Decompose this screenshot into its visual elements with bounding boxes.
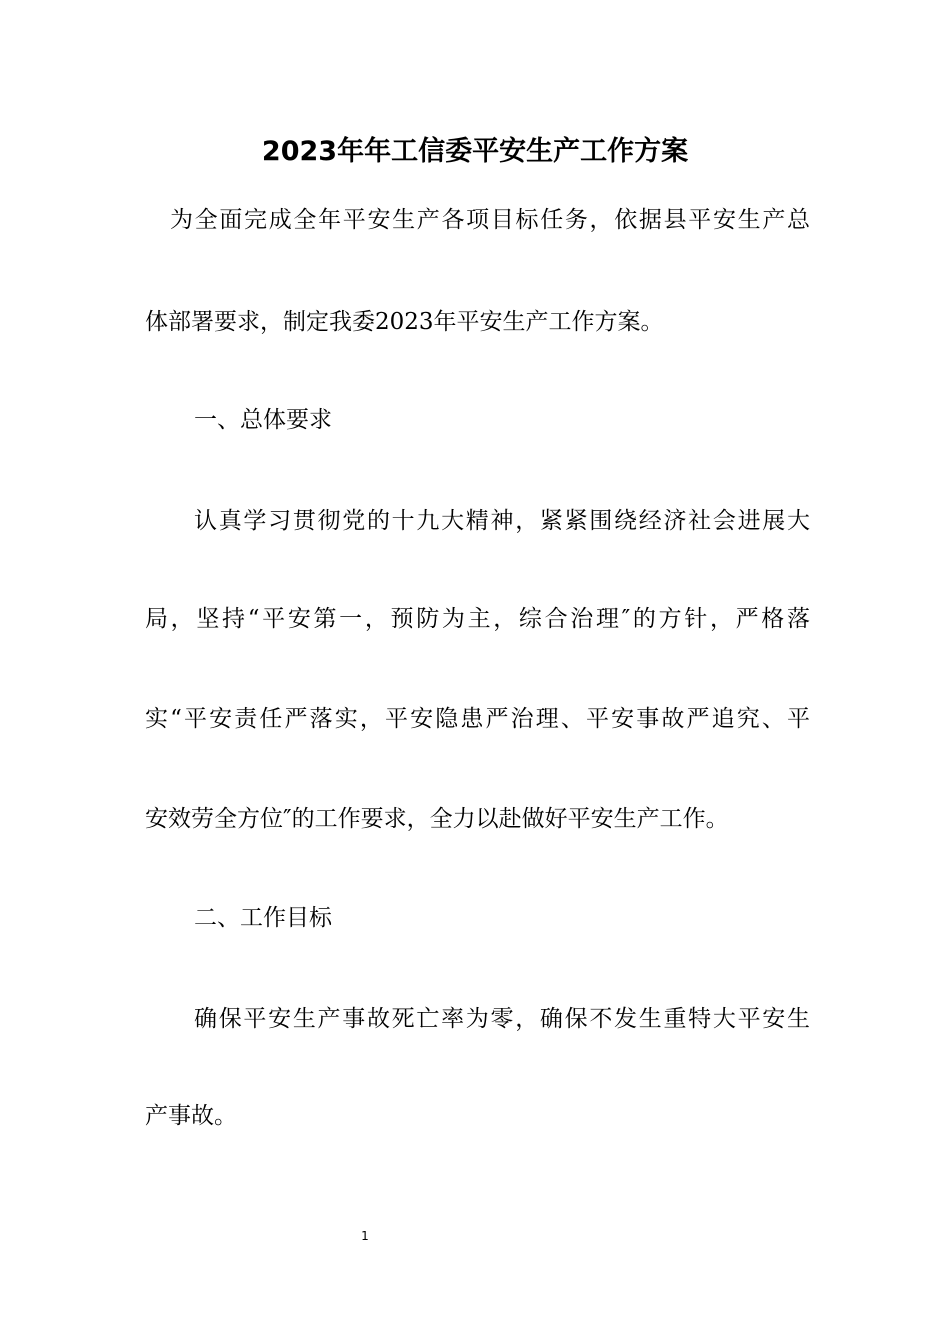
paragraph-1-line-1: 为全面完成全年平安生产各项目标任务，依据县平安生产总 xyxy=(170,207,810,233)
paragraph-2-line-3: 实“平安责任严落实，平安隐患严治理、平安事故严追究、平 xyxy=(145,706,810,732)
paragraph-2-line-1: 认真学习贯彻党的十九大精神，紧紧围绕经济社会进展大 xyxy=(194,508,810,534)
section-heading-work-goals: 二、工作目标 xyxy=(194,905,332,931)
page-number: 1 xyxy=(361,1229,369,1243)
section-heading-general-requirements: 一、总体要求 xyxy=(194,407,332,433)
paragraph-1-line-2: 体部署要求，制定我委2023年平安生产工作方案。 xyxy=(145,309,664,335)
paragraph-2-line-4: 安效劳全方位″的工作要求，全力以赴做好平安生产工作。 xyxy=(145,806,729,832)
paragraph-3-line-2: 产事故。 xyxy=(145,1103,237,1129)
document-title: 2023年年工信委平安生产工作方案 xyxy=(261,136,689,167)
paragraph-3-line-1: 确保平安生产事故死亡率为零，确保不发生重特大平安生 xyxy=(194,1006,810,1032)
paragraph-2-line-2: 局，坚持“平安第一，预防为主，综合治理″的方针，严格落 xyxy=(145,606,810,632)
